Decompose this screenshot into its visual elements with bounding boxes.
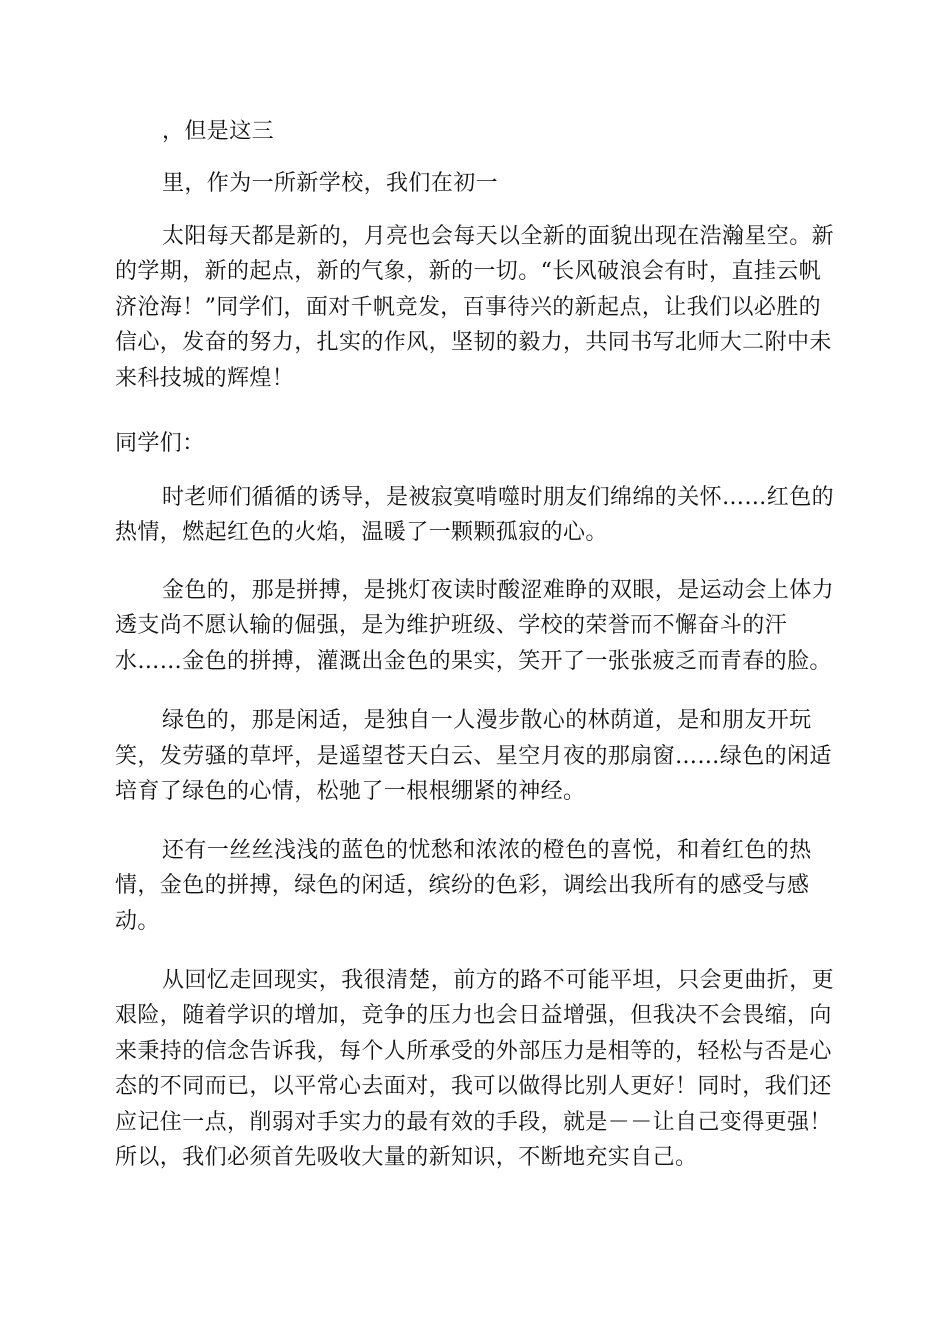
text-line: 笑，发劳骚的草坪，是遥望苍天白云、星空月夜的那扇窗……绿色的闲适 [115,744,832,769]
text-line: 时老师们循循的诱导，是被寂寞啃噬时朋友们绵绵的关怀……红色的 [162,485,835,510]
text-line: 应记住一点，削弱对手实力的最有效的手段，就是－－让自己变得更强！ [115,1110,832,1135]
text-line: 透支尚不愿认输的倔强，是为维护班级、学校的荣誉而不懈奋斗的汗 [115,613,788,638]
text-line: 所以，我们必须首先吸收大量的新知识，不断地充实自己。 [115,1145,698,1170]
text-line: 培育了绿色的心情，松驰了一根根绷紧的神经。 [115,779,586,804]
text-line: 从回忆走回现实，我很清楚，前方的路不可能平坦，只会更曲折，更 [162,968,835,993]
text-line: 太阳每天都是新的，月亮也会每天以全新的面貌出现在浩瀚星空。新 [162,224,835,249]
text-line: 金色的，那是拼搏，是挑灯夜读时酸涩难睁的双眼，是运动会上体力 [162,578,835,603]
text-line: 情，金色的拼搏，绿色的闲适，缤纷的色彩，调绘出我所有的感受与感 [115,873,810,898]
text-line: 水……金色的拼搏，灌溉出金色的果实，笑开了一张张疲乏而青春的脸。 [115,649,832,674]
text-line: 济沧海！”同学们，面对千帆竞发，百事待兴的新起点，让我们以必胜的 [115,295,822,320]
text-line: 动。 [115,909,160,934]
text-line: 信心，发奋的努力，扎实的作风，坚韧的毅力，共同书写北师大二附中未 [115,330,832,355]
text-line: ，但是这三 [162,119,275,144]
text-line: 来科技城的辉煌！ [115,366,295,391]
text-line: 艰险，随着学识的增加，竞争的压力也会日益增强，但我决不会畏缩，向 [115,1003,832,1028]
text-line: 里，作为一所新学校，我们在初一 [162,171,499,196]
text-line: 还有一丝丝浅浅的蓝色的忧愁和浓浓的橙色的喜悦，和着红色的热 [162,838,812,863]
text-line: 同学们： [115,431,205,456]
text-line: 的学期，新的起点，新的气象，新的一切。“长风破浪会有时，直挂云帆 [115,259,822,284]
text-line: 态的不同而已，以平常心去面对，我可以做得比别人更好！同时，我们还 [115,1074,832,1099]
text-line: 热情，燃起红色的火焰，温暖了一颗颗孤寂的心。 [115,520,608,545]
text-line: 来秉持的信念告诉我，每个人所承受的外部压力是相等的，轻松与否是心 [115,1039,832,1064]
text-line: 绿色的，那是闲适，是独自一人漫步散心的林荫道，是和朋友开玩 [162,708,812,733]
